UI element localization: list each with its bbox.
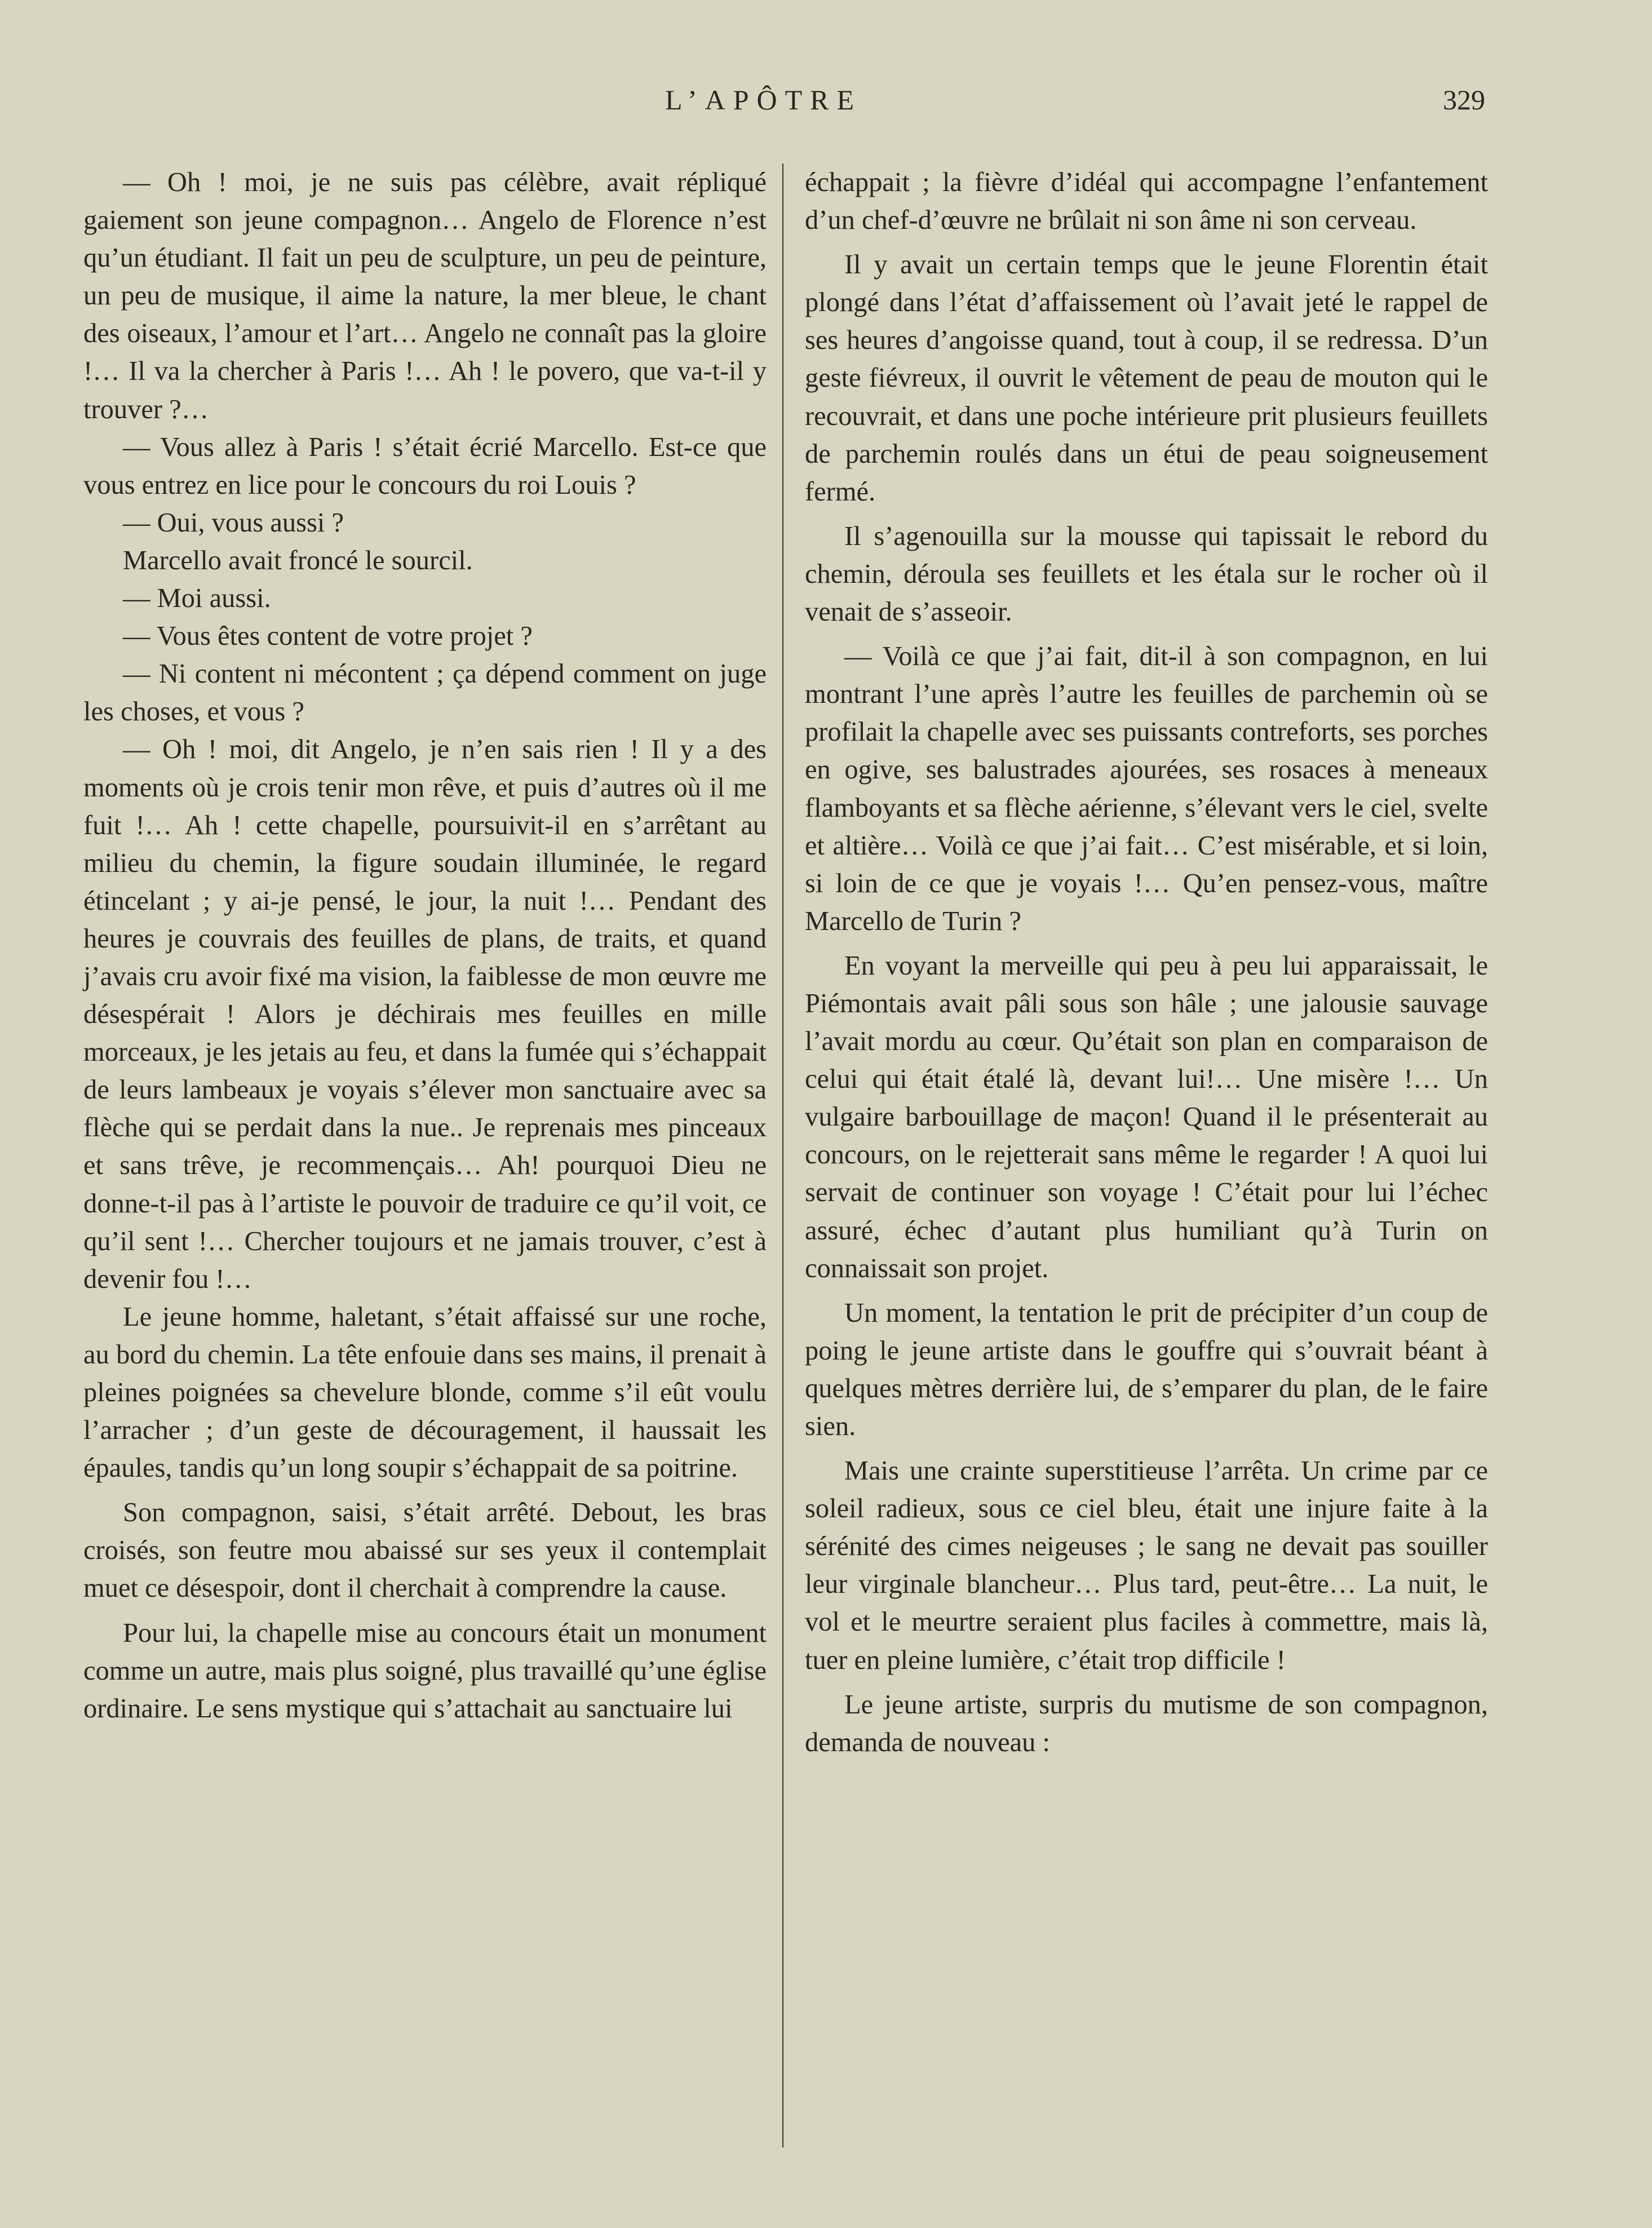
paragraph: — Ni content ni mécontent ; ça dépend comment on juge les choses, et vous ? <box>83 659 767 727</box>
page-number: 329 <box>1443 84 1485 116</box>
paragraph: Marcello avait froncé le sourcil. <box>123 545 473 575</box>
paragraph: Le jeune artiste, surpris du mutisme de son compagnon, demanda de nouveau : <box>805 1689 1488 1757</box>
paragraph: — Vous allez à Paris ! s’était écrié Marcello. Est-ce que vous entrez en lice pour le concours du roi Louis ? <box>83 432 767 500</box>
paragraph: — Oh ! moi, je ne suis pas célèbre, avait répliqué gaiement son jeune compagnon… Angelo de Florence n’est qu’un étudiant. Il fait un peu de sculpture, un peu de peinture, un peu de musique, il aime la nature, la mer bleue, le chant des oiseaux, l’amour et l’art… Angelo ne connaît pas la gloire !… Il va la chercher à Paris !… Ah ! le povero, que va-t-il y trouver ?… <box>83 167 767 424</box>
left-column <box>83 163 767 1728</box>
paragraph: — Vous êtes content de votre projet ? <box>123 621 533 652</box>
right-column <box>805 163 1488 1761</box>
column-rule <box>782 163 783 2147</box>
paragraph: — Oui, vous aussi ? <box>123 507 344 538</box>
running-title: L’APÔTRE <box>665 84 862 116</box>
running-head <box>0 83 1652 129</box>
paragraph: — Moi aussi. <box>123 583 271 614</box>
paragraph: Il s’agenouilla sur la mousse qui tapissait le rebord du chemin, déroula ses feuillets et les étala sur le rocher où il venait de s’asseoir. <box>805 521 1488 627</box>
paragraph: échappait ; la fièvre d’idéal qui accompagne l’enfantement d’un chef-d’œuvre ne brûlait ni son âme ni son cerveau. <box>805 167 1488 236</box>
paragraph: Le jeune homme, haletant, s’était affaissé sur une roche, au bord du chemin. La tête enfouie dans ses mains, il prenait à pleines poignées sa chevelure blonde, comme s’il eût voulu l’arracher ; d’un geste de découragement, il haussait les épaules, tandis qu’un long soupir s’échappait de sa poitrine. <box>83 1301 767 1483</box>
paragraph: En voyant la merveille qui peu à peu lui apparaissait, le Piémontais avait pâli sous son hâle ; une jalousie sauvage l’avait mordu au cœur. Qu’était son plan en comparaison de celui qui était étalé là, devant lui!… Une misère !… Un vulgaire barbouillage de maçon! Quand il le présenterait au concours, on le rejetterait sans même le regarder ! A quoi lui servait de continuer son voyage ! C’était pour lui l’échec assuré, échec d’autant plus humiliant qu’à Turin on connaissait son projet. <box>805 950 1488 1283</box>
paragraph: Il y avait un certain temps que le jeune Florentin était plongé dans l’état d’affaissement où l’avait jeté le rappel de ses heures d’angoisse quand, tout à coup, il se redressa. D’un geste fiévreux, il ouvrit le vêtement de peau de mouton qui le recouvrait, et dans une poche intérieure prit plusieurs feuillets de parchemin roulés dans un étui de peau soigneusement fermé. <box>805 250 1488 507</box>
paragraph: Un moment, la tentation le prit de précipiter d’un coup de poing le jeune artiste dans le gouffre qui s’ouvrait béant à quelques mètres derrière lui, de s’emparer du plan, de le faire sien. <box>805 1297 1488 1441</box>
paragraph: Son compagnon, saisi, s’était arrêté. Debout, les bras croisés, son feutre mou abaissé sur ses yeux il contemplait muet ce désespoir, dont il cherchait à comprendre la cause. <box>83 1498 767 1604</box>
paragraph: — Oh ! moi, dit Angelo, je n’en sais rien ! Il y a des moments où je crois tenir mon rêve, et puis d’autres où il me fuit !… Ah ! cette chapelle, poursuivit-il en s’arrêtant au milieu du chemin, la figure soudain illuminée, le regard étincelant ; y ai-je pensé, le jour, la nuit !… Pendant des heures je couvrais des feuilles de plans, de traits, et quand j’avais cru avoir fixé ma vision, la faiblesse de mon œuvre me désespérait ! Alors je déchirais mes feuilles en mille morceaux, je les jetais au feu, et dans la fumée qui s’échappait de leurs lambeaux je voyais s’élever mon sanctuaire avec sa flèche qui se perdait dans la nue.. Je reprenais mes pinceaux et sans trêve, je recommençais… Ah! pourquoi Dieu ne donne-t-il pas à l’artiste le pouvoir de traduire ce qu’il voit, ce qu’il sent !… Chercher toujours et ne jamais trouver, c’est à devenir fou !… <box>83 734 767 1294</box>
paragraph: — Voilà ce que j’ai fait, dit-il à son compagnon, en lui montrant l’une après l’autre les feuilles de parchemin où se profilait la chapelle avec ses puissants contreforts, ses porches en ogive, ses balustrades ajourées, ses rosaces à meneaux flamboyants et sa flèche aérienne, s’élevant vers le ciel, svelte et altière… Voilà ce que j’ai fait… C’est misérable, et si loin, si loin de ce que je voyais !… Qu’en pensez-vous, maître Marcello de Turin ? <box>805 641 1488 936</box>
paragraph: Mais une crainte superstitieuse l’arrêta. Un crime par ce soleil radieux, sous ce ciel bleu, était une injure faite à la sérénité des cimes neigeuses ; le sang ne devait pas souiller leur virginale blancheur… Plus tard, peut-être… La nuit, le vol et le meurtre seraient plus faciles à commettre, mais là, tuer en pleine lumière, c’était trop difficile ! <box>805 1456 1488 1675</box>
paragraph: Pour lui, la chapelle mise au concours était un monument comme un autre, mais plus soigné, plus travaillé qu’une église ordinaire. Le sens mystique qui s’attachait au sanctuaire lui <box>83 1618 767 1724</box>
